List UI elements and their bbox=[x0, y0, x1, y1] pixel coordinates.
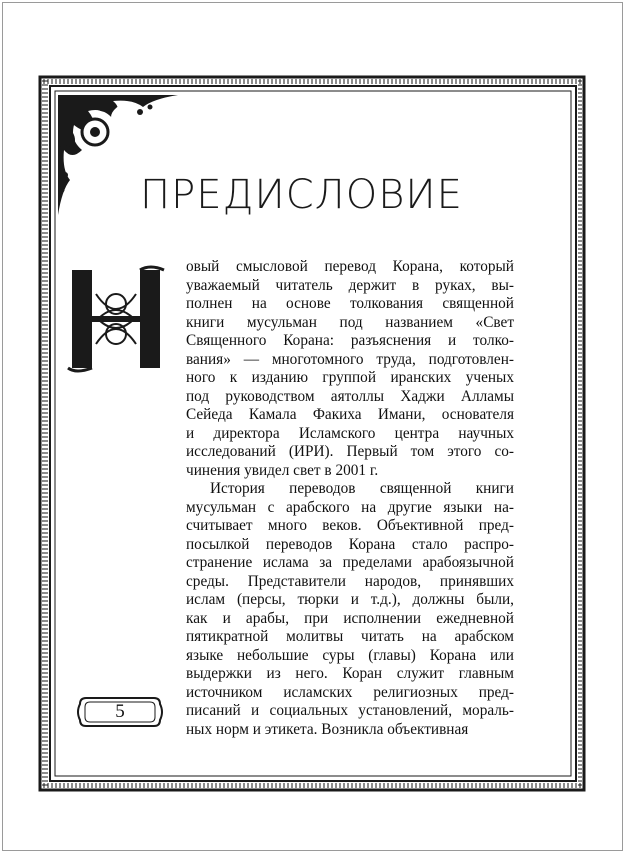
text-line: среды. Представители народов, принявших bbox=[186, 572, 514, 590]
text-line: исследований (ИРИ). Первый том этого со- bbox=[186, 443, 514, 460]
page-title: ПРЕДИСЛОВИЕ bbox=[140, 172, 463, 218]
text-line: История переводов священной книги bbox=[210, 480, 514, 497]
text-line: выдержки из него. Коран служит главным bbox=[186, 665, 514, 682]
text-line: чинения увидел свет в 2001 г. bbox=[186, 461, 379, 479]
text-line: языке небольшие суры (главы) Корана или bbox=[186, 646, 514, 664]
text-line: ислам (персы, тюрки и т.д.), должны были, bbox=[186, 591, 514, 608]
text-line: ного к изданию группой иранских ученых bbox=[186, 369, 514, 386]
text-line: пятикратной молитвы читать на арабском bbox=[186, 628, 514, 645]
text-line: считывает много веков. Объективной пред- bbox=[186, 517, 514, 534]
text-line: писаний и социальных установлений, мораль- bbox=[186, 702, 514, 719]
text-line: и директора Исламского центра научных bbox=[186, 424, 514, 442]
dropcap-letter-icon bbox=[64, 264, 168, 374]
body-text bbox=[186, 258, 514, 739]
text-line: книги мусульман под названием «Свет bbox=[186, 313, 514, 331]
text-line: мусульман с арабского на другие языки на- bbox=[186, 498, 514, 516]
text-line: странение ислама за пределами арабоязычной bbox=[186, 554, 514, 571]
text-line: вания» — многотомного труда, подготовлен- bbox=[186, 350, 514, 368]
text-line: овый смысловой перевод Корана, который bbox=[186, 258, 514, 275]
text-line: Священного Корана: разъяснения и толко- bbox=[186, 332, 514, 349]
text-line: как и арабы, при исполнении ежедневной bbox=[186, 609, 514, 627]
text-line: Сейеда Камала Факиха Имани, основателя bbox=[186, 406, 514, 423]
text-line: полнен на основе толкования священной bbox=[186, 295, 514, 312]
page-number: 5 bbox=[115, 701, 125, 722]
text-line: под руководством аятоллы Хаджи Алламы bbox=[186, 387, 514, 405]
paragraph-1 bbox=[186, 258, 514, 480]
text-line: источником исламских религиозных пред- bbox=[186, 683, 514, 701]
paragraph-2 bbox=[186, 480, 514, 739]
text-line: ных норм и этикета. Возникла объективная bbox=[186, 720, 469, 738]
dropcap bbox=[64, 264, 168, 374]
text-line: посылкой переводов Корана стало распро- bbox=[186, 535, 514, 553]
page-number-badge bbox=[76, 694, 164, 730]
text-line: уважаемый читатель держит в руках, вы- bbox=[186, 276, 514, 294]
